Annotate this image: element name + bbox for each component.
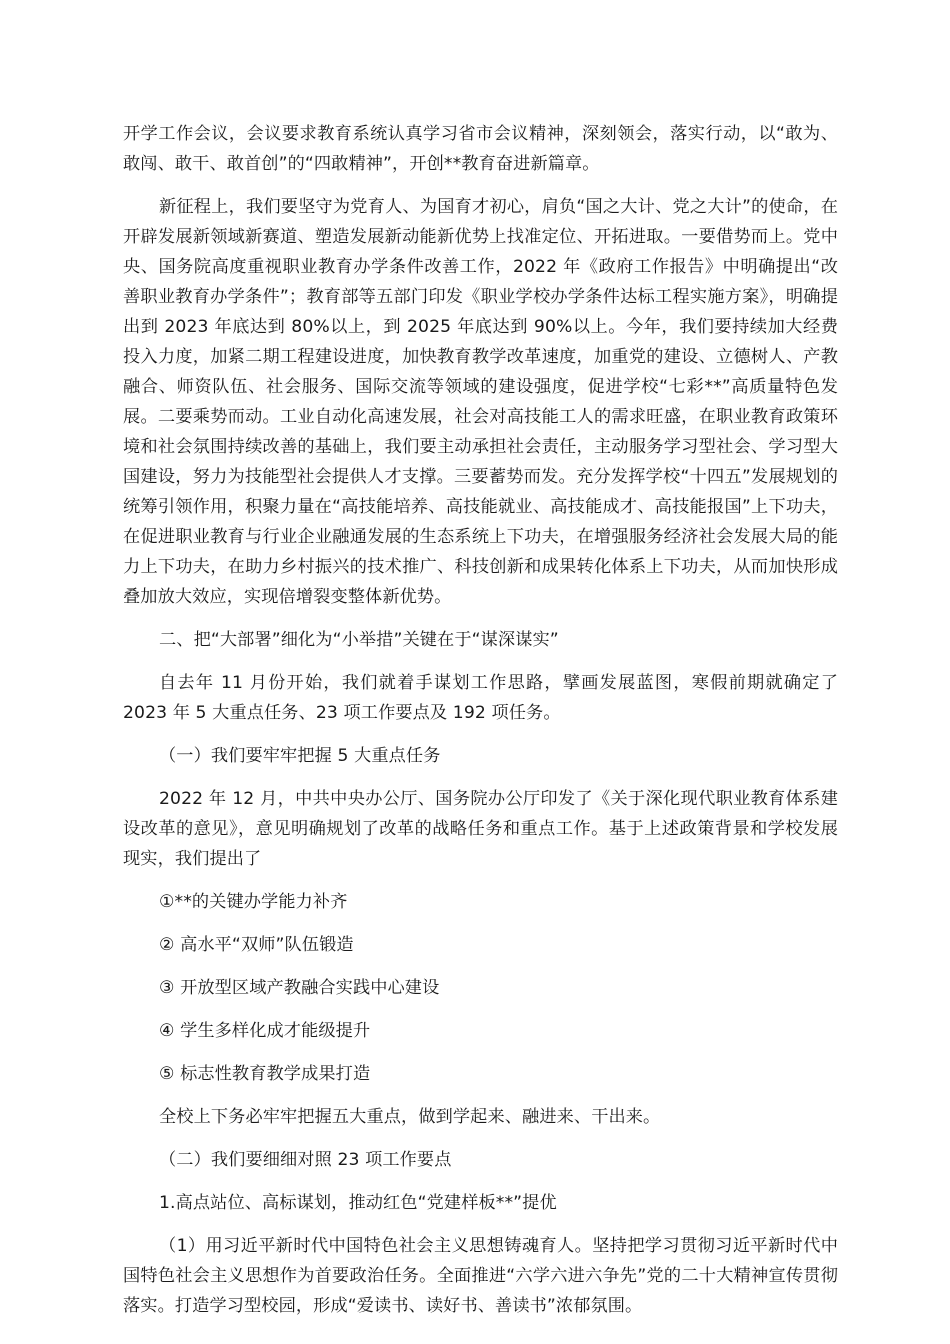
list-item: ①**的关键办学能力补齐 bbox=[159, 892, 348, 912]
section-heading-2: 二、把“大部署”细化为“小举措”关键在于“谋深谋实” bbox=[159, 630, 559, 650]
paragraph-continuation: 开学工作会议，会议要求教育系统认真学习省市会议精神，深刻领会，落实行动，以“敢为、敢闯、敢干、敢首创”的“四敢精神”，开创**教育奋进新篇章。 bbox=[123, 124, 838, 174]
document-page bbox=[123, 119, 838, 1321]
key-task-list bbox=[123, 887, 838, 1089]
list-item: ⑤ 标志性教育教学成果打造 bbox=[159, 1064, 371, 1084]
list-item: ④ 学生多样化成才能级提升 bbox=[159, 1021, 371, 1041]
paragraph-policy: 2022 年 12 月，中共中央办公厅、国务院办公厅印发了《关于深化现代职业教育体系建设改革的意见》，意见明确规划了改革的战略任务和重点工作。基于上述政策背景和学校发展现实，我们提出了 bbox=[123, 789, 838, 869]
subsection-heading-1: （一）我们要牢牢把握 5 大重点任务 bbox=[159, 746, 441, 766]
paragraph-grasp: 全校上下务必牢牢把握五大重点，做到学起来、融进来、干出来。 bbox=[159, 1107, 661, 1127]
paragraph-point-1: （1）用习近平新时代中国特色社会主义思想铸魂育人。坚持把学习贯彻习近平新时代中国特色社会主义思想作为首要政治任务。全面推进“六学六进六争先”党的二十大精神宣传贯彻落实。打造学习型校园，形成“爱读书、读好书、善读书”浓郁氛围。 bbox=[123, 1236, 838, 1316]
list-item: ② 高水平“双师”队伍锻造 bbox=[159, 935, 354, 955]
point-heading-1: 1.高点站位、高标谋划，推动红色“党建样板**”提优 bbox=[159, 1193, 557, 1213]
paragraph-planning: 自去年 11 月份开始，我们就着手谋划工作思路，擘画发展蓝图，寒假前期就确定了 2023 年 5 大重点任务、23 项工作要点及 192 项任务。 bbox=[123, 673, 838, 723]
list-item: ③ 开放型区域产教融合实践中心建设 bbox=[159, 978, 440, 998]
subsection-heading-2: （二）我们要细细对照 23 项工作要点 bbox=[159, 1150, 452, 1170]
paragraph-new-journey: 新征程上，我们要坚守为党育人、为国育才初心，肩负“国之大计、党之大计”的使命，在开辟发展新领域新赛道、塑造发展新动能新优势上找准定位、开拓进取。一要借势而上。党中央、国务院高度重视职业教育办学条件改善工作，2022 年《政府工作报告》中明确提出“改善职业教育办学条件”；教育部等五部门印发《职业学校办学条件达标工程实施方案》，明确提出到 2023 年底达到 80%以上，到 2025 年底达到 90%以上。今年，我们要持续加大经费投入力度，加紧二期工程建设进度，加快教育教学改革速度，加重党的建设、立德树人、产教融合、师资队伍、社会服务、国际交流等领域的建设强度，促进学校“七彩**”高质量特色发展。二要乘势而动。工业自动化高速发展，社会对高技能工人的需求旺盛，在职业教育政策环境和社会氛围持续改善的基础上，我们要主动承担社会责任，主动服务学习型社会、学习型大国建设，努力为技能型社会提供人才支撑。三要蓄势而发。充分发挥学校“十四五”发展规划的统筹引领作用，积聚力量在“高技能培养、高技能就业、高技能成才、高技能报国”上下功夫，在促进职业教育与行业企业融通发展的生态系统上下功夫，在增强服务经济社会发展大局的能力上下功夫，在助力乡村振兴的技术推广、科技创新和成果转化体系上下功夫，从而加快形成叠加放大效应，实现倍增裂变整体新优势。 bbox=[123, 197, 838, 607]
